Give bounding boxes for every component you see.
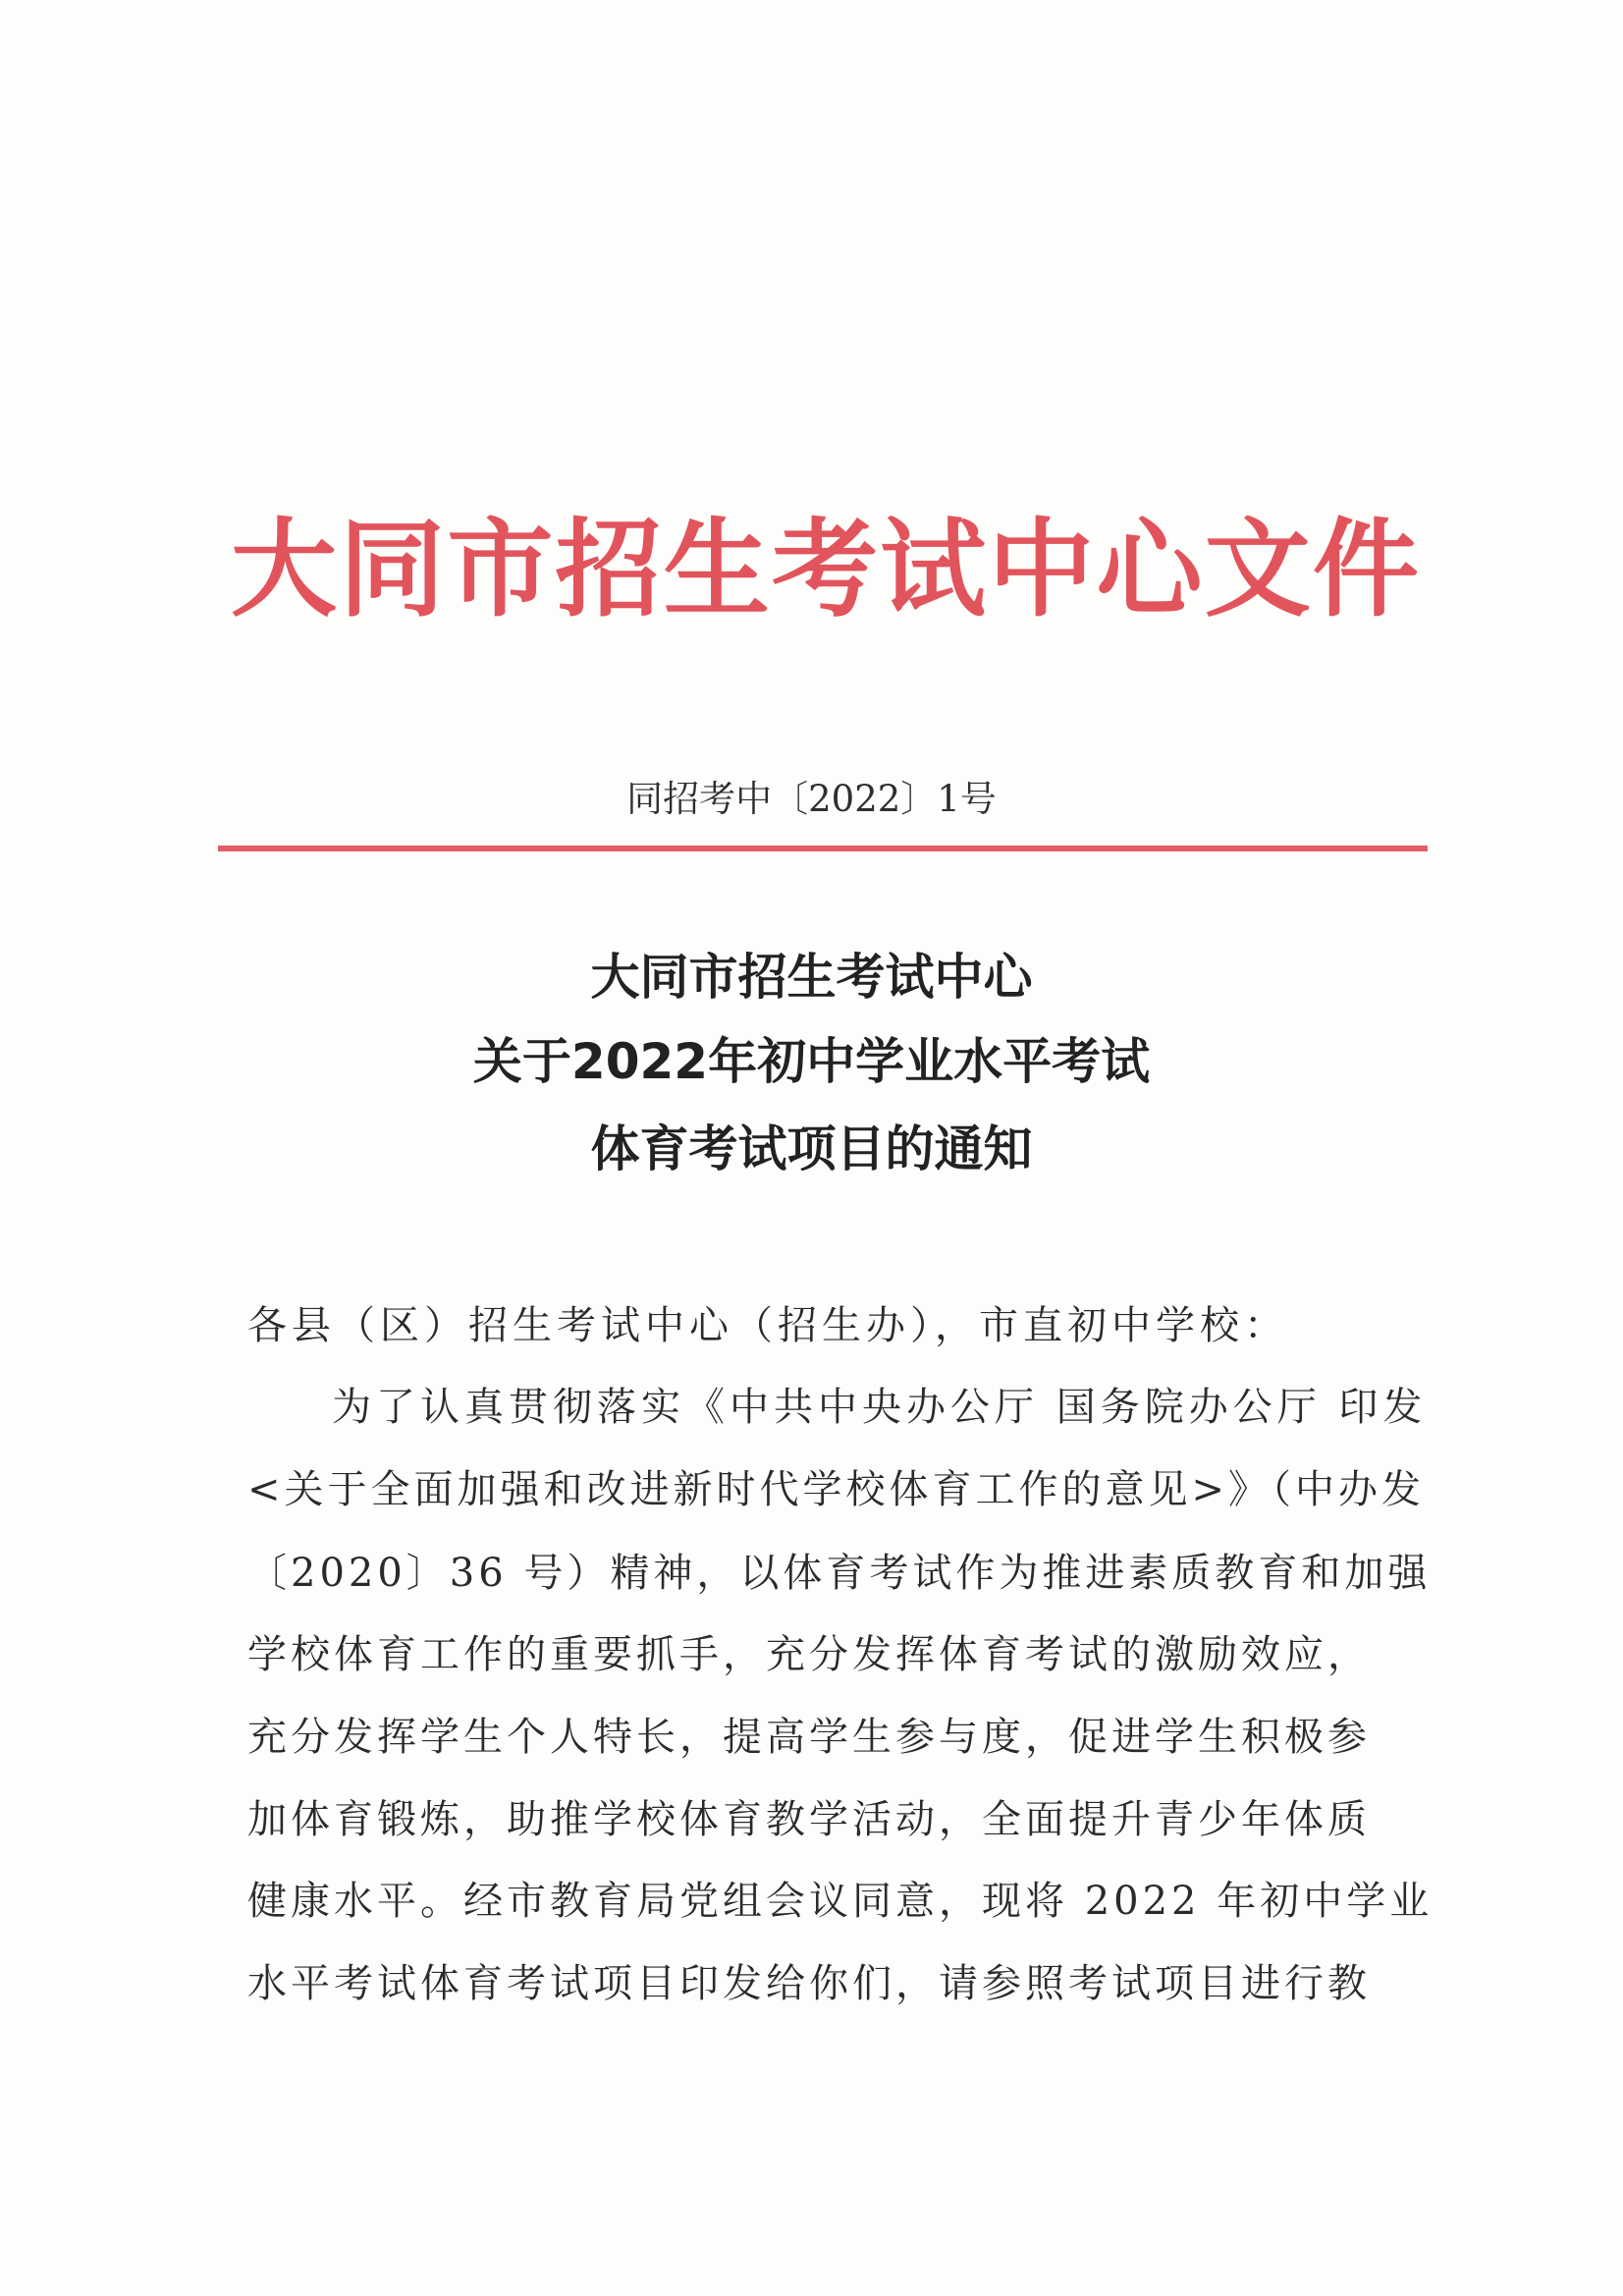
masthead-char: 市 <box>447 508 554 631</box>
masthead-char: 同 <box>339 508 446 631</box>
document-number: 同招考中〔2022〕1号 <box>626 778 997 820</box>
notice-title-line-1: 大同市招生考试中心 <box>590 949 1033 1006</box>
masthead-char: 文 <box>1204 508 1311 631</box>
masthead-char: 大 <box>231 508 338 631</box>
body-line: 水平考试体育考试项目印发给你们，请参照考试项目进行教 <box>247 1961 1371 2006</box>
body-line: 健康水平。经市教育局党组会议同意，现将 2022 年初中学业 <box>247 1879 1434 1924</box>
body-line: 为了认真贯彻落实《中共中央办公厅 国务院办公厅 印发 <box>332 1385 1428 1430</box>
masthead-char: 招 <box>555 508 662 631</box>
body-line: 充分发挥学生个人特长，提高学生参与度，促进学生积极参 <box>247 1715 1371 1760</box>
notice-title-line-3: 体育考试项目的通知 <box>590 1121 1033 1177</box>
masthead-char: 试 <box>880 508 987 631</box>
body-line: 〔2020〕36 号）精神，以体育考试作为推进素质教育和加强 <box>247 1551 1432 1596</box>
masthead-title <box>231 496 1419 643</box>
red-divider-line <box>218 846 1428 851</box>
notice-title-line-2: 关于2022年初中学业水平考试 <box>472 1033 1151 1090</box>
body-line: 加体育锻炼，助推学校体育教学活动，全面提升青少年体质 <box>247 1797 1371 1842</box>
masthead-char: 件 <box>1312 508 1419 631</box>
masthead-char: 中 <box>988 508 1095 631</box>
body-line: 学校体育工作的重要抓手，充分发挥体育考试的激励效应， <box>247 1632 1371 1677</box>
body-line: <关于全面加强和改进新时代学校体育工作的意见>》（中办发 <box>247 1467 1426 1512</box>
salutation: 各县（区）招生考试中心（招生办），市直初中学校： <box>247 1303 1288 1348</box>
masthead-char: 考 <box>771 508 878 631</box>
masthead-char: 生 <box>663 508 770 631</box>
masthead-char: 心 <box>1096 508 1203 631</box>
